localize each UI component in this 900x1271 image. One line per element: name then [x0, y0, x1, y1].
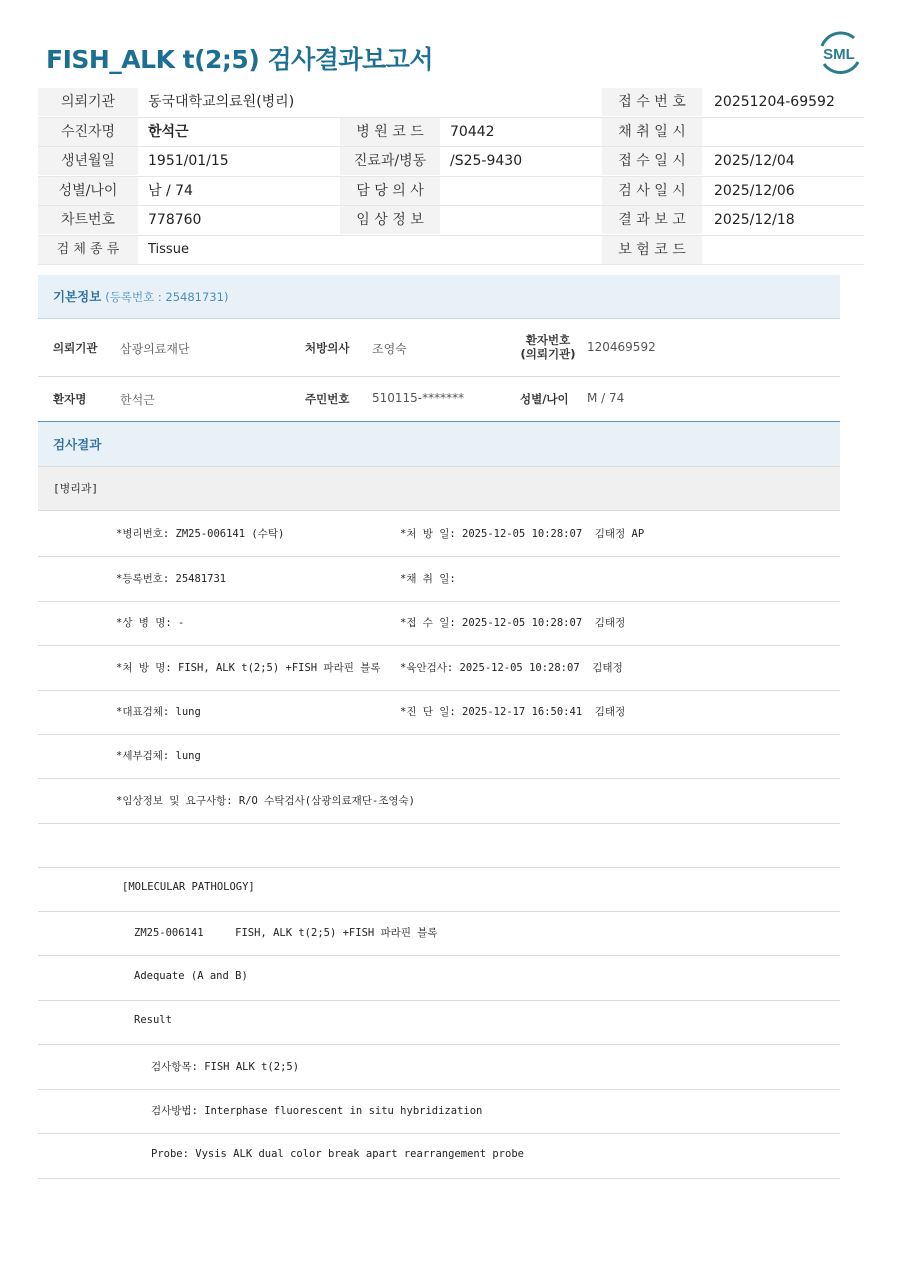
- value: 510115-*******: [372, 391, 465, 405]
- result-row: [38, 867, 840, 912]
- label: 결 과 보 고: [602, 206, 702, 234]
- value: 778760: [148, 212, 202, 228]
- blank-row: [38, 823, 840, 868]
- value: 조영숙: [372, 342, 407, 356]
- value: 120469592: [587, 340, 656, 354]
- molecular-line: 검사방법: Interphase fluorescent in situ hybridization: [151, 1105, 483, 1117]
- result-field: *접 수 일: 2025-12-05 10:28:07 김태정: [400, 617, 626, 629]
- label: 채 취 일 시: [602, 118, 702, 146]
- value: Tissue: [148, 241, 189, 257]
- result-row: [38, 512, 840, 557]
- result-row: [38, 1089, 840, 1134]
- result-field: *임상정보 및 요구사항: R/O 수탁검사(삼광의료재단-조영숙): [116, 795, 416, 807]
- value: 동국대학교의료원(병리): [148, 94, 295, 110]
- basic-info-title: 기본정보: [53, 289, 102, 304]
- result-row: [38, 911, 840, 956]
- molecular-line: ZM25-006141 FISH, ALK t(2;5) +FISH 파라핀 블록: [134, 927, 438, 939]
- result-row: [38, 734, 840, 779]
- header-info-table: [38, 88, 864, 265]
- label: 생년월일: [38, 147, 138, 175]
- label: 담 당 의 사: [340, 177, 440, 205]
- registration-number: (등록번호 : 25481731): [105, 290, 229, 304]
- label: 수진자명: [38, 118, 138, 146]
- result-field: *병리번호: ZM25-006141 (수탁): [116, 528, 285, 540]
- label: 진료과/병동: [340, 147, 440, 175]
- result-row: [38, 956, 840, 1001]
- info-row: [38, 118, 864, 148]
- basic-info-row: [38, 377, 840, 422]
- result-row: [38, 1000, 840, 1045]
- molecular-line: Adequate (A and B): [134, 970, 248, 982]
- result-field: *채 취 일:: [400, 573, 456, 585]
- result-field: *육안검사: 2025-12-05 10:28:07 김태정: [400, 662, 623, 674]
- label: 환자명: [53, 392, 87, 406]
- value: 삼광의료재단: [120, 342, 190, 356]
- value: [714, 236, 864, 264]
- label: 차트번호: [38, 206, 138, 234]
- value: 한석근: [120, 393, 155, 407]
- info-row: [38, 206, 864, 236]
- value: [714, 118, 864, 146]
- label: 접 수 일 시: [602, 147, 702, 175]
- label: 검 사 일 시: [602, 177, 702, 205]
- result-row: [38, 1045, 840, 1090]
- label: 접 수 번 호: [602, 88, 702, 116]
- label: 성별/나이: [38, 177, 138, 205]
- value: 2025/12/06: [714, 182, 795, 199]
- result-row: [38, 1134, 840, 1179]
- molecular-header: [MOLECULAR PATHOLOGY]: [122, 881, 255, 893]
- department-label: [병리과]: [38, 467, 840, 511]
- label: 성별/나이: [520, 392, 569, 406]
- label: [520, 333, 576, 361]
- result-row: [38, 557, 840, 602]
- label-line: 환자번호: [525, 333, 571, 347]
- label: 의뢰기관: [53, 341, 98, 355]
- result-field: *처 방 일: 2025-12-05 10:28:07 김태정 AP: [400, 528, 645, 540]
- sml-logo: [814, 28, 864, 78]
- label: 보 험 코 드: [602, 236, 702, 264]
- value: /S25-9430: [450, 153, 523, 169]
- value: 2025/12/18: [714, 212, 795, 228]
- info-row: [38, 236, 864, 266]
- value: [450, 206, 600, 234]
- result-field: *진 단 일: 2025-12-17 16:50:41 김태정: [400, 706, 626, 718]
- basic-info-header: [38, 275, 840, 319]
- result-row: [38, 601, 840, 646]
- result-field: *세부검체: lung: [116, 750, 201, 762]
- value: [450, 177, 600, 205]
- basic-info-row: [38, 320, 840, 377]
- report-title: FISH_ALK t(2;5) 검사결과보고서: [46, 45, 434, 74]
- results-title: 검사결과: [53, 437, 102, 452]
- value: 20251204-69592: [714, 94, 835, 110]
- result-field: *등록번호: 25481731: [116, 573, 227, 585]
- result-field: *처 방 명: FISH, ALK t(2;5) +FISH 파라핀 블록: [116, 662, 381, 674]
- result-field: *대표검체: lung: [116, 706, 201, 718]
- label: 병 원 코 드: [340, 118, 440, 146]
- label: 의뢰기관: [38, 88, 138, 116]
- result-row: [38, 646, 840, 691]
- label: 검 체 종 류: [38, 236, 138, 264]
- results-header: [38, 422, 840, 467]
- label: 주민번호: [305, 392, 350, 406]
- value: 2025/12/04: [714, 153, 795, 169]
- info-row: [38, 88, 864, 118]
- label: 임 상 정 보: [340, 206, 440, 234]
- result-field: *상 병 명: -: [116, 617, 185, 629]
- value: 1951/01/15: [148, 153, 229, 169]
- logo-text: SML: [823, 46, 855, 63]
- info-row: [38, 177, 864, 207]
- molecular-line: 검사항목: FISH ALK t(2;5): [151, 1061, 300, 1073]
- value: M / 74: [587, 391, 625, 405]
- value: 한석근: [148, 123, 189, 140]
- result-row: [38, 690, 840, 735]
- molecular-line: Result: [134, 1014, 172, 1026]
- info-row: [38, 147, 864, 177]
- value: 남 / 74: [148, 182, 193, 199]
- label-line: (의뢰기관): [520, 347, 576, 361]
- result-row: [38, 779, 840, 824]
- value: 70442: [450, 123, 495, 140]
- molecular-line: Probe: Vysis ALK dual color break apart rearrangement probe: [151, 1148, 524, 1160]
- label: 처방의사: [305, 341, 350, 355]
